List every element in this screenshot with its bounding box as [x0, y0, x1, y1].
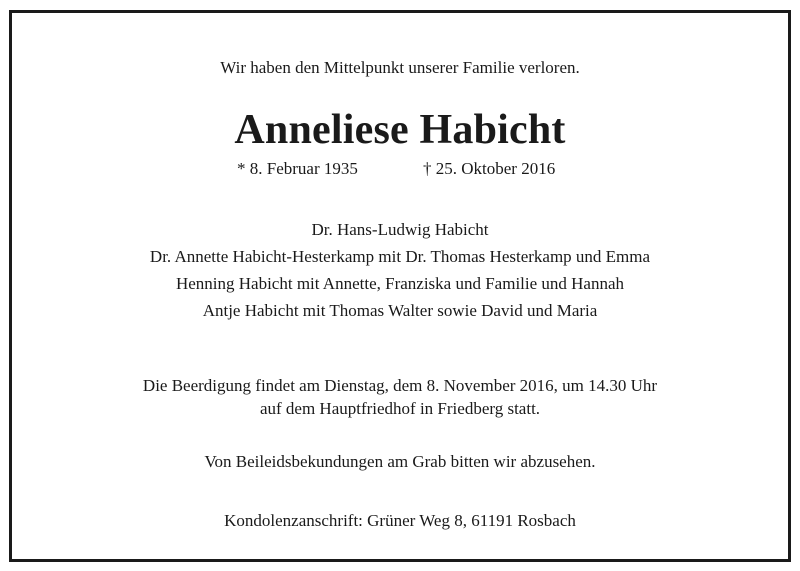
funeral-info-line: auf dem Hauptfriedhof in Friedberg statt. — [259, 399, 541, 418]
family-member-line: Dr. Annette Habicht-Hesterkamp mit Dr. Thomas Hesterkamp und Emma — [149, 247, 651, 266]
condolence-address: Kondolenzanschrift: Grüner Weg 8, 61191 Rosbach — [224, 511, 576, 530]
birth-date: * 8. Februar 1935 — [237, 159, 358, 178]
condolence-note: Von Beileidsbekundungen am Grab bitten wir abzusehen. — [204, 452, 596, 471]
deceased-name: Anneliese Habicht — [234, 107, 566, 153]
death-date: † 25. Oktober 2016 — [423, 159, 556, 178]
funeral-info — [0, 374, 800, 420]
funeral-info-line: Die Beerdigung findet am Dienstag, dem 8. November 2016, um 14.30 Uhr — [142, 376, 658, 395]
family-member-line: Henning Habicht mit Annette, Franziska und Familie und Hannah — [175, 274, 625, 293]
family-member-line: Dr. Hans-Ludwig Habicht — [311, 220, 489, 239]
family-member-line: Antje Habicht mit Thomas Walter sowie David und Maria — [202, 301, 598, 320]
family-list — [0, 216, 800, 324]
intro-text: Wir haben den Mittelpunkt unserer Familie verloren. — [220, 58, 580, 77]
